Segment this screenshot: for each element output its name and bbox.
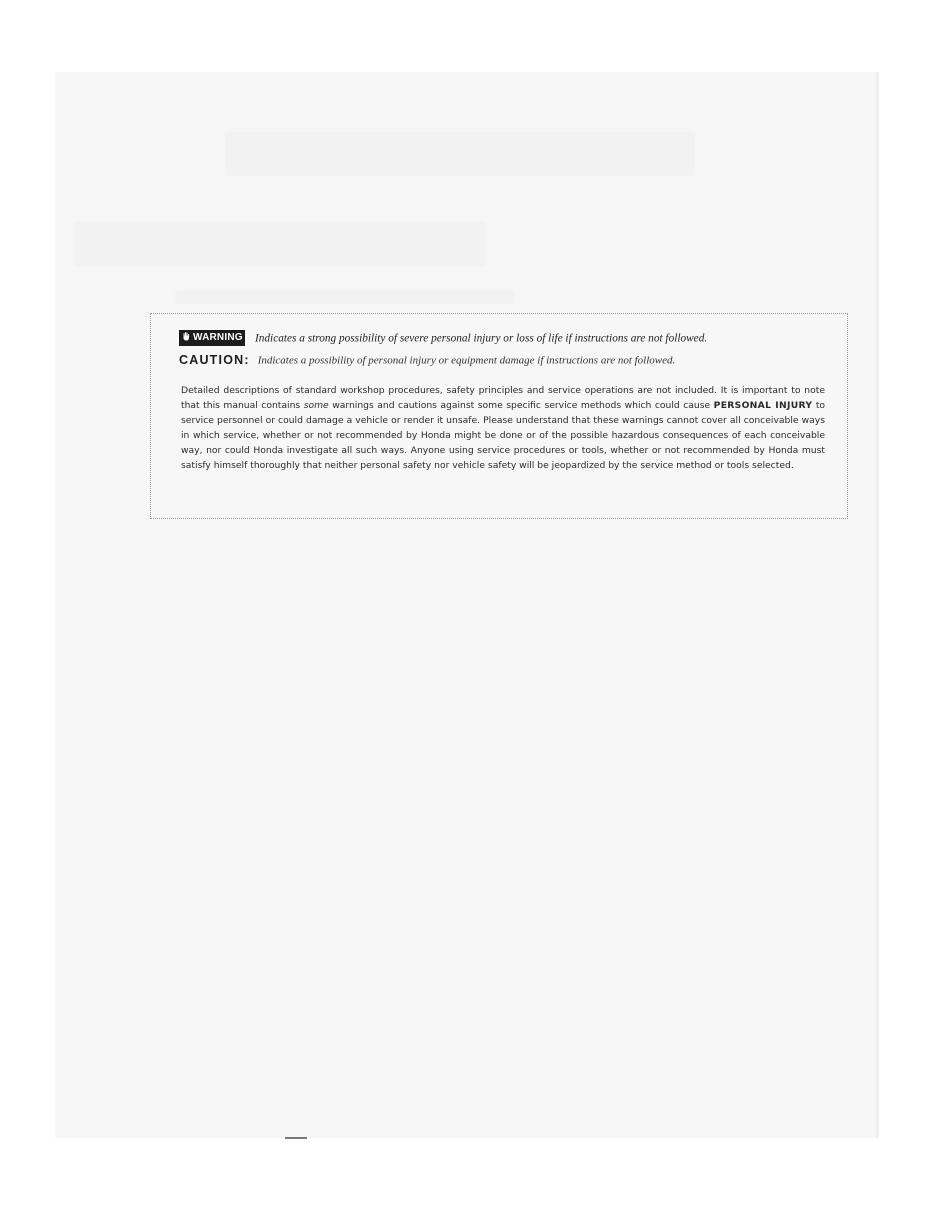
caution-row (179, 351, 675, 369)
disclaimer-text-part2: warnings and cautions against some specific service methods which could cause (332, 400, 711, 411)
disclaimer-paragraph (181, 383, 825, 473)
scan-edge (876, 72, 879, 1138)
caution-label: CAUTION: (179, 353, 250, 368)
disclaimer-emphasis: some (303, 400, 329, 411)
bleed-through-mark (75, 222, 485, 266)
caution-description: Indicates a possibility of personal injury or equipment damage if instructions are not followed. (257, 354, 676, 367)
disclaimer-text-part3: to service personnel or could damage a vehicle or render it unsafe. Please understand that these warnings cannot cover all conceivable ways in which service, whether or not recommended by Honda might be done or of the possible hazardous consequences of each conceivable way, nor could Honda investigate all such ways. Anyone using service procedures or tools, whether or not recommended by Honda must satisfy himself thoroughly that neither personal safety nor vehicle safety will be jeopardized by the service method or tools selected. (181, 400, 826, 471)
disclaimer-strong: PERSONAL INJURY (713, 400, 813, 411)
hand-warning-icon (182, 331, 191, 341)
warning-description: Indicates a strong possibility of severe personal injury or loss of life if instructions are not followed. (255, 332, 708, 345)
scan-artifact-mark (285, 1137, 307, 1139)
scanned-sheet (55, 72, 879, 1138)
warning-row (179, 329, 707, 347)
disclaimer-text-part1: Detailed descriptions of standard workshop procedures, safety principles and service operations are not included. It is important to note that this manual contains (181, 385, 825, 411)
safety-notice-box (150, 313, 848, 519)
bleed-through-mark (175, 290, 515, 304)
bleed-through-mark (225, 132, 695, 176)
warning-badge-label: WARNING (193, 332, 243, 344)
warning-badge (179, 330, 245, 346)
